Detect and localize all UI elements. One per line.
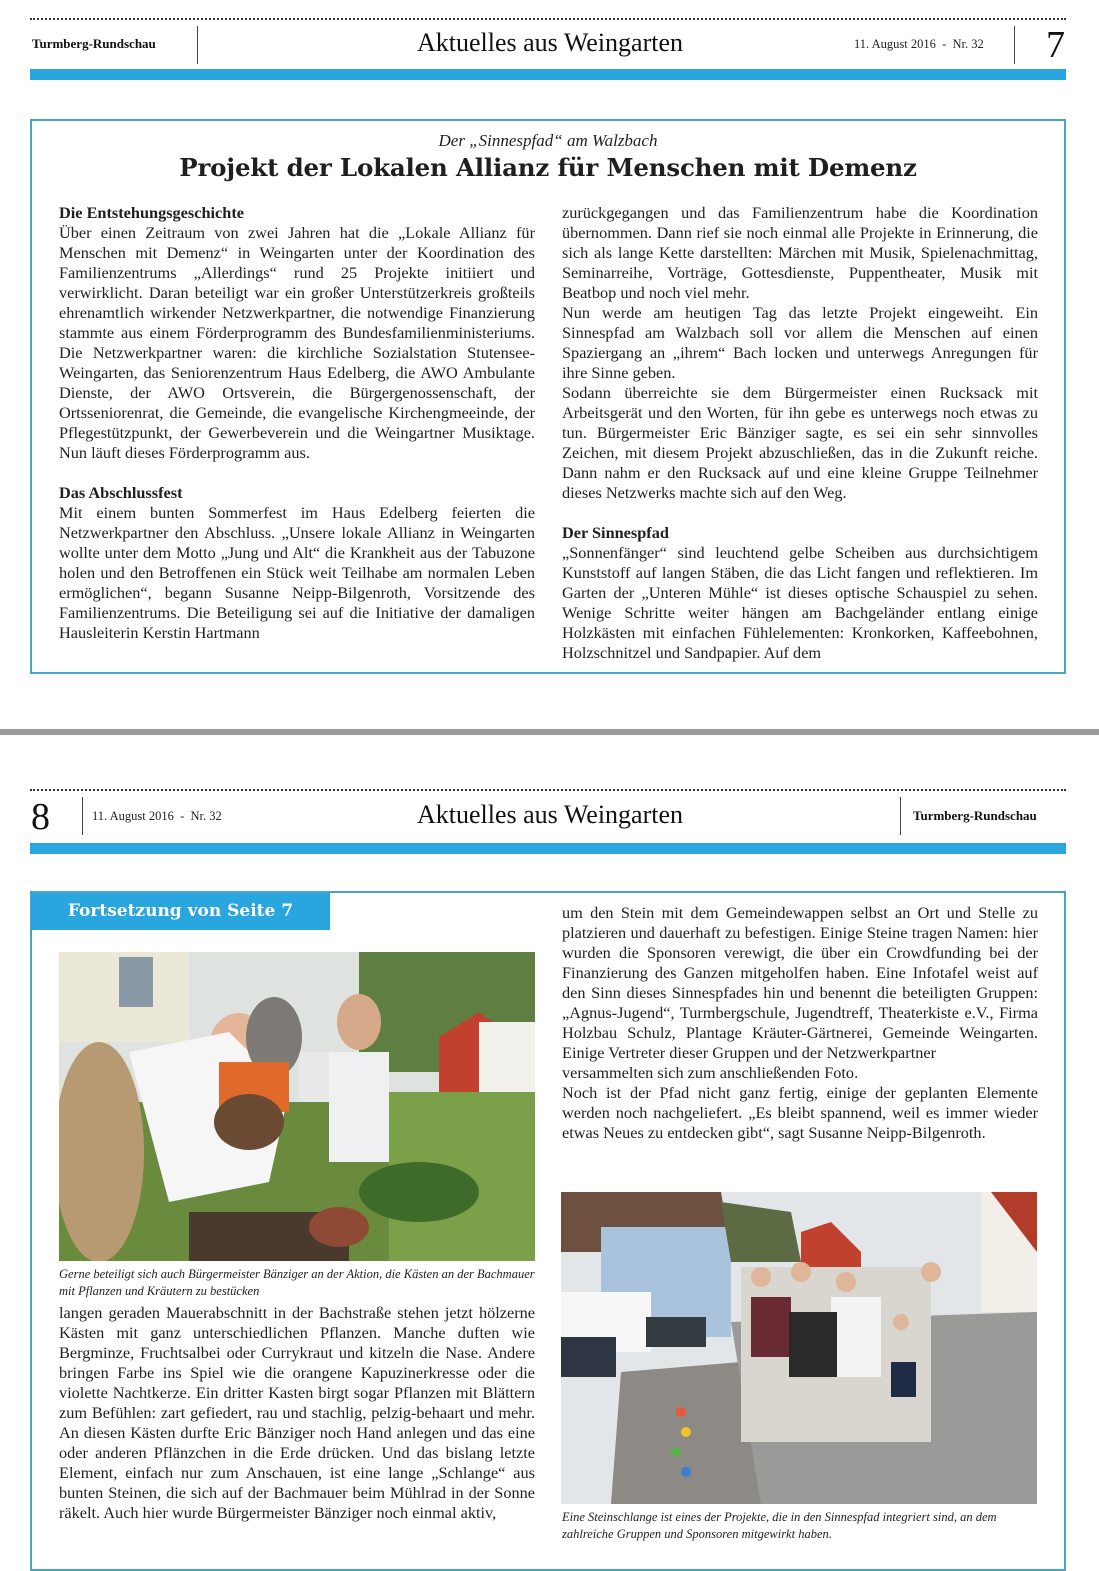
paragraph: versammelten sich zum anschließenden Foto. (562, 1063, 859, 1082)
header-divider (900, 797, 901, 835)
top-dotted-rule (30, 18, 1066, 20)
subheading: Der Sinnespfad (562, 523, 669, 542)
paragraph: Über einen Zeitraum von zwei Jahren hat die „Lokale Allianz für Menschen mit Demenz“ in Weingarten unter der Koordination des Familienzentrums „Allerdings“ rund 25 Projekte initiiert und verwirklicht. Daran beteiligt war ein großer Unterstützerkreis großteils ehrenamtlich wirkender Netzwerkpartner, die notwendige Finanzierung stammte aus einem Förderprogramm des Bundesfamilienministeriums. Die Netzwerkpartner waren: die kirchliche Sozialstation Stutensee-Weingarten, das Seniorenzentrum Haus Edelberg, die AWO Ambulante Dienste, der AWO Ortsverein, die Bürgergenossenschaft, der Ortsseniorenrat, die Gemeinde, die evangelische Kirchengmeeinde, der Pflegestützpunkt, der Gewerbeverein und die Weingartner Musiktage. Nun läuft dieses Förderprogramm aus. (59, 223, 535, 462)
top-dotted-rule (30, 789, 1066, 791)
paragraph: Sodann überreichte sie dem Bürgermeister einen Rucksack mit Arbeitsgerät und den Worten, für ihn gebe es unterwegs noch etwas zu tun. Bürgermeister Eric Bänziger sagte, es sei ein sehr sinnvolles Zeichen, mit diesem Projekt abzuschließen, das in die Zukunft reiche. Dann nahm er den Rucksack auf und eine kleine Gruppe Teilnehmer dieses Netzwerks machte sich auf den Weg. (562, 383, 1038, 502)
photo-image (561, 1192, 1037, 1504)
header-divider (1014, 26, 1015, 64)
header-accent-bar (30, 843, 1066, 854)
paragraph: langen geraden Mauerabschnitt in der Bachstraße stehen jetzt hölzerne Kästen mit ganz unterschiedlichen Pflanzen. Manche duften wie Bergminze, Fruchtsalbei oder Currykraut und kitzeln die Nase. Andere bringen Farbe ins Spiel wie die orangene Kapuzinerkresse oder die violette Nachtkerze. Ein dritter Kasten birgt sogar Pflanzen mit Blättern zum Befühlen: zart gefiedert, rau und stachlig, pelzig-behaart und mehr. An diesen Kästen durfte Eric Bänziger noch Hand anlegen und das eine oder anderen Pflänzchen in die Erde drücken. Und das bislang letzte Element, einfach nur zum Anschauen, ist eine lange „Schlange“ aus bunten Steinen, die sich auf der Bachmauer beim Mühlrad in der Sonne räkelt. Auch hier wurde Bürgermeister Bänziger noch einmal aktiv, (59, 1303, 535, 1522)
article-column-left (59, 203, 535, 643)
photo-caption: Gerne beteiligt sich auch Bürgermeister Bänziger an der Aktion, die Kästen an der Bachmauer mit Pflanzen und Kräutern zu bestücken (59, 1267, 535, 1298)
section-title: Aktuelles aus Weingarten (416, 28, 684, 57)
section-title: Aktuelles aus Weingarten (416, 800, 684, 829)
page-number: 7 (1046, 24, 1065, 66)
article-column-left (59, 1303, 535, 1523)
continuation-label: Fortsetzung von Seite 7 (31, 893, 330, 930)
paragraph: „Sonnenfänger“ sind leuchtend gelbe Scheiben aus durchsichtigem Kunststoff auf langen Stäben, die das Licht fangen und reflektieren. Im Garten der „Unteren Mühle“ ist dieses optische Schauspiel zu sehen. Wenige Schritte weiter hängen am Bachgeländer entlang einige Holzkästen mit einfachen Fühlelementen: Kronkorken, Kaffeebohnen, Holzschnitzel und Sandpapier. Auf dem (562, 543, 1038, 662)
header-divider (197, 26, 198, 64)
publication-name: Turmberg-Rundschau (32, 36, 156, 51)
date-issue: 11. August 2016 - Nr. 32 (854, 37, 984, 51)
date-issue: 11. August 2016 - Nr. 32 (92, 809, 222, 823)
photo-image (59, 952, 535, 1261)
header-divider (82, 797, 83, 835)
photo-mayor-planting (59, 952, 535, 1261)
publication-name: Turmberg-Rundschau (913, 808, 1037, 823)
page-number: 8 (31, 796, 50, 838)
paragraph: zurückgegangen und das Familienzentrum habe die Koordination übernommen. Dann rief sie noch einmal alle Projekte in Erinnerung, die sich als lange Kette darstellten: Märchen mit Musik, Spielenachmittag, Seminarreihe, Vorträge, Gottesdienste, Puppentheater, Musik mit Beatbop und noch viel mehr. (562, 203, 1038, 302)
paragraph: um den Stein mit dem Gemeindewappen selbst an Ort und Stelle zu platzieren und dauerhaft zu befestigen. Einige Steine tragen Namen: hier wurden die Sponsoren verewigt, die über ein Crowdfunding bei der Finanzierung des Ganzen mitgeholfen haben. Eine Infotafel weist auf den Sinn dieses Sinnespfades hin und benennt die beteiligten Gruppen: „Agnus-Jugend“, Turmbergschule, Jugendtreff, Theaterkiste e.V., Firma Holzbau Schulz, Plantage Kräuter-Gärtnerei, Gemeinde Weingarten. Einige Vertreter dieser Gruppen und der Netzwerkpartner (562, 903, 1038, 1062)
paragraph: Mit einem bunten Sommerfest im Haus Edelberg feierten die Netzwerkpartner den Abschluss. „Unsere lokale Allianz in Weingarten wollte unter dem Motto „Jung und Alt“ die Krankheit aus der Tabuzone holen und den Betroffenen ein Stück weit Teilhabe am normalen Leben ermöglichen“, begann Susanne Neipp-Bilgenroth, Vorsitzende des Familienzentrums. Die Beteiligung sei auf die Initiative der damaligen Hausleiterin Kerstin Hartmann (59, 503, 535, 642)
header-accent-bar (30, 69, 1066, 80)
paragraph: Nun werde am heutigen Tag das letzte Projekt eingeweiht. Ein Sinnespfad am Walzbach soll vor allem die Menschen auf einen Spaziergang an „ihrem“ Bach locken und unterwegs Anregungen für ihre Sinne geben. (562, 303, 1038, 382)
article-kicker: Der „Sinnespfad“ am Walzbach (438, 131, 658, 150)
article-headline: Projekt der Lokalen Allianz für Menschen mit Demenz (179, 153, 917, 182)
subheading: Das Abschlussfest (59, 483, 183, 502)
subheading: Die Entstehungsgeschichte (59, 203, 244, 222)
paragraph: Noch ist der Pfad nicht ganz fertig, einige der geplanten Elemente werden noch nachgeliefert. „Es bleibt spannend, weil es immer wieder etwas Neues zu entdecken gibt“, sagt Susanne Neipp-Bilgenroth. (562, 1083, 1038, 1142)
photo-group-stone-snake (561, 1192, 1037, 1504)
article-column-right (562, 903, 1038, 1143)
photo-caption: Eine Steinschlange ist eines der Projekte, die in den Sinnespfad integriert sind, an dem zahlreiche Gruppen und Sponsoren mitgewirkt haben. (562, 1510, 997, 1541)
page-divider (0, 729, 1099, 735)
article-column-right (562, 203, 1038, 663)
